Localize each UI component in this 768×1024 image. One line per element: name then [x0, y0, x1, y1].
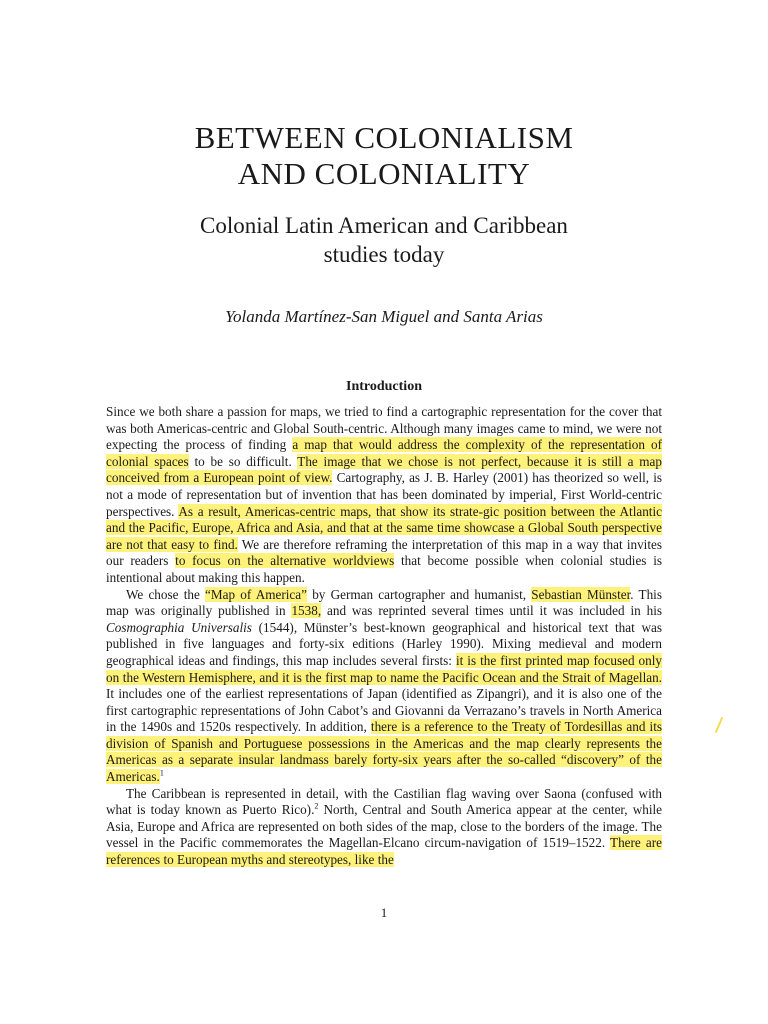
highlighted-text[interactable]: As a result, Americas-centric maps, that show its strate-gic position between the Atlantic and the Pacific, Europe, Africa and Asia, and that at the same time showcase a Global South perspective are not that easy to find. [106, 503, 662, 552]
highlighted-text[interactable]: There are references to European myths and stereotypes, like the [106, 835, 662, 868]
paragraph-1 [106, 404, 662, 587]
highlighted-text[interactable]: there is a reference to the Treaty of Tordesillas and its division of Spanish and Portuguese possessions in the Americas and the map clearly represents the Americas as a separate insular landmass barely forty-six years after the so-called “discovery” of the Americas. [106, 719, 663, 785]
highlighted-text[interactable]: to focus on the alternative worldviews [175, 553, 395, 569]
text-run: (1544), Münster’s best-known geographical and historical text that was published in five languages and forty-six editions (Harley 1990). Mixing medieval and modern geographical ideas and findings, this map includes several firsts: [106, 619, 662, 668]
highlighted-text[interactable]: a map that would address the complexity of the representation of colonial spaces [106, 437, 662, 469]
footnote-ref-2[interactable]: 2 [314, 801, 319, 811]
highlighter-stroke-mark [714, 716, 724, 734]
paragraph-2 [106, 587, 662, 786]
highlighted-text[interactable]: “Map of America” [205, 586, 307, 602]
subtitle-line-1: Colonial Latin American and Caribbean [200, 213, 568, 238]
text-run: . This map was originally published in [106, 586, 662, 619]
footnote-ref-1[interactable]: 1 [159, 768, 164, 778]
title-line-1: BETWEEN COLONIALISM [194, 120, 574, 155]
text-run: North, Central and South America appear at the center, while Asia, Europe and Africa are represented on both sides of the map, close to the borders of the image. The vessel in the Pacific commemorates the Magellan-Elcano circum-navigation of 1519–1522. [106, 802, 662, 851]
title-line-2: AND COLONIALITY [237, 156, 531, 191]
highlighted-text[interactable]: 1538, [291, 603, 322, 619]
section-heading: Introduction [346, 379, 422, 394]
text-run: It includes one of the earliest representations of Japan (identified as Zipangri), and it is also one of the first cartographic representations of John Cabot’s and Giovanni da Verrazano’s travels in North America in the 1490s and 1520s respectively. In addition, [106, 686, 662, 735]
highlighted-text[interactable]: The image that we chose is not perfect, because it is still a map conceived from a European point of view. [106, 453, 662, 486]
text-run: Since we both share a passion for maps, we tried to find a cartographic representation for the cover that was both Americas-centric and Global South-centric. Although many images came to mind, we were not expecting the process of finding [106, 404, 662, 453]
document-title [0, 120, 768, 192]
document-subtitle [0, 211, 768, 269]
text-run: The Caribbean is represented in detail, with the Castilian flag waving over Saona (confused with what is today known as Puerto Rico). [106, 785, 662, 818]
highlighted-text[interactable]: Sebastian Münster [531, 586, 631, 602]
text-run: that become possible when colonial studies is intentional about making this happen. [106, 553, 662, 585]
body-text [106, 404, 662, 869]
text-run: We chose the [126, 586, 206, 602]
text-run: by German cartographer and humanist, [307, 586, 532, 602]
highlighted-text[interactable]: it is the first printed map focused only on the Western Hemisphere, and it is the first map to name the Pacific Ocean and the Strait of Magellan. [106, 652, 662, 685]
paragraph-3 [106, 786, 662, 869]
text-run: Cartography, as J. B. Harley (2001) has theorized so well, is not a mode of representation but of invention that has been dominated by imperial, First World-centric perspectives. [106, 470, 662, 519]
text-run: to be so difficult. [188, 453, 298, 469]
book-title: Cosmographia Universalis [106, 619, 252, 635]
text-run: We are therefore reframing the interpretation of this map in a way that invites our readers [106, 536, 662, 569]
page-number: 1 [380, 905, 388, 920]
subtitle-line-2: studies today [323, 242, 445, 267]
authors: Yolanda Martínez-San Miguel and Santa Arias [225, 307, 543, 326]
text-run: and was reprinted several times until it was included in his [321, 603, 662, 619]
